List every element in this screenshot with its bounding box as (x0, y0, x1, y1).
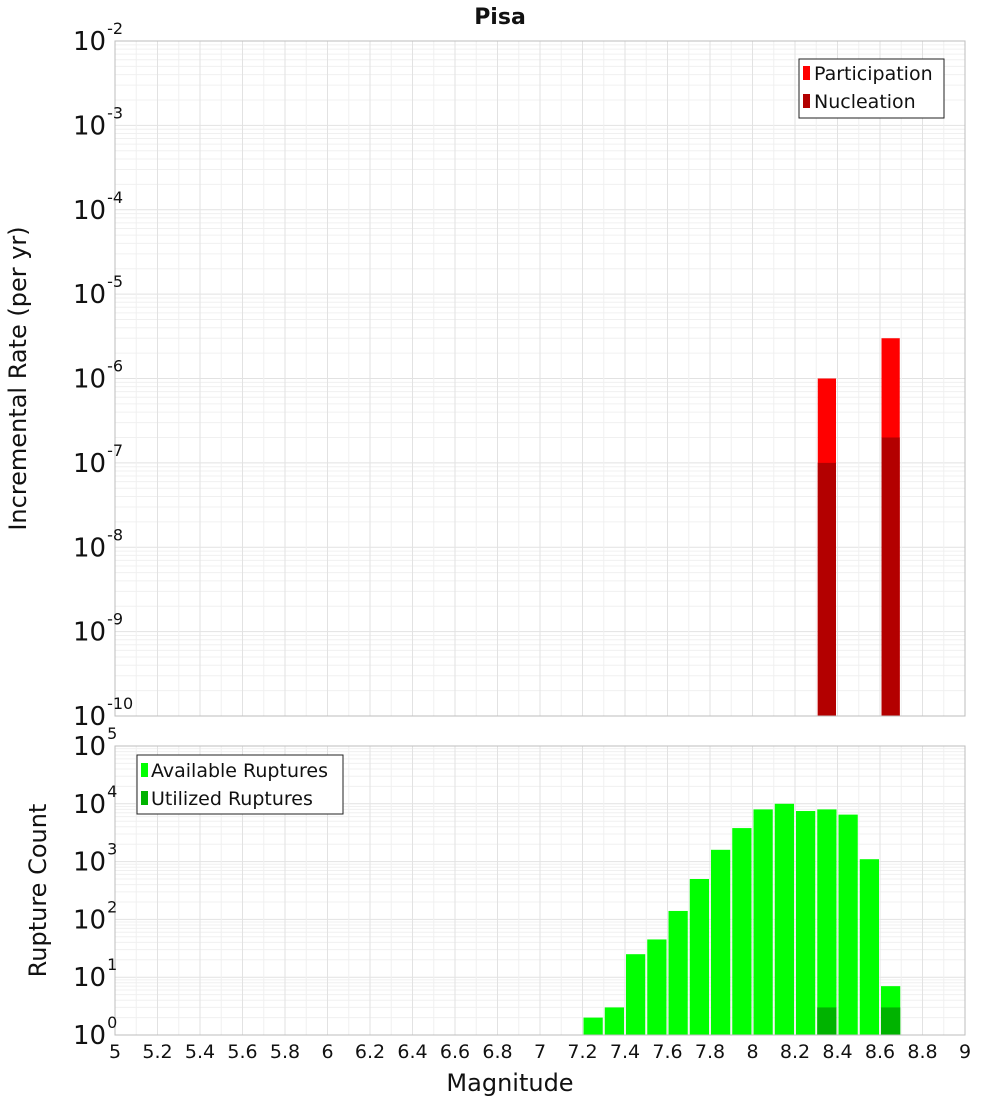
x-tick-label: 7.2 (567, 1041, 598, 1063)
x-tick-label: 7.6 (652, 1041, 683, 1063)
y-tick-exponent: -4 (107, 187, 124, 207)
bar-available-ruptures (690, 879, 709, 1035)
x-tick-label: 6.8 (482, 1041, 513, 1063)
y-tick-exponent: -2 (107, 19, 124, 38)
y-tick-label: $10^{-7}$ (73, 440, 124, 479)
x-tick-label: 8.6 (864, 1041, 896, 1063)
x-tick-label: 9 (958, 1041, 972, 1063)
y-tick-exponent: -5 (107, 272, 124, 292)
y-tick-exponent: 1 (107, 955, 118, 975)
x-tick-label: 6.4 (397, 1041, 428, 1063)
y-tick-label: $10^{-4}$ (73, 187, 124, 226)
x-tick-label: 6 (321, 1041, 334, 1063)
bar-available-ruptures (732, 828, 751, 1035)
y-tick-label: $10^{-9}$ (73, 609, 124, 648)
bar-available-ruptures (669, 911, 688, 1035)
count-y-axis-label: Rupture Count (24, 803, 52, 978)
legend-label-utilized-ruptures: Utilized Ruptures (151, 788, 313, 810)
legend-swatch-participation (803, 66, 810, 80)
legend-label-nucleation: Nucleation (814, 91, 916, 113)
rate-legend (799, 59, 944, 118)
rate-grid (115, 41, 965, 716)
y-tick-label: $10^1$ (73, 955, 118, 994)
x-ticks (109, 1041, 971, 1063)
y-tick-exponent: -10 (107, 694, 134, 713)
bar-available-ruptures (817, 809, 836, 1035)
x-tick-label: 5.8 (269, 1041, 301, 1063)
x-tick-label: 6.6 (439, 1041, 471, 1063)
y-tick-label: $10^{-8}$ (73, 525, 124, 564)
y-tick-exponent: 0 (107, 1013, 118, 1032)
y-tick-exponent: 2 (107, 897, 118, 917)
bar-available-ruptures (584, 1018, 603, 1035)
y-tick-label: $10^{-5}$ (73, 272, 124, 311)
legend-swatch-utilized-ruptures (141, 791, 148, 805)
y-tick-label: $10^5$ (73, 724, 118, 762)
count-y-ticks (73, 724, 117, 1051)
bar-available-ruptures (839, 815, 858, 1035)
legend-label-available-ruptures: Available Ruptures (151, 760, 328, 782)
x-tick-label: 7 (533, 1041, 547, 1063)
bar-available-ruptures (647, 939, 666, 1035)
bar-available-ruptures (775, 804, 794, 1035)
x-tick-label: 5.6 (227, 1041, 258, 1063)
y-tick-label: $10^2$ (73, 897, 118, 936)
legend-swatch-available-ruptures (141, 763, 148, 777)
x-axis-label: Magnitude (446, 1069, 574, 1097)
y-tick-label: $10^{-10}$ (73, 694, 134, 732)
rate-y-axis-label: Incremental Rate (per yr) (4, 226, 32, 531)
y-tick-label: $10^4$ (73, 781, 118, 820)
x-tick-label: 5.4 (184, 1041, 216, 1063)
legend-label-participation: Participation (814, 63, 933, 85)
y-tick-label: $10^3$ (73, 839, 118, 878)
count-legend (137, 755, 343, 814)
y-tick-exponent: -8 (107, 525, 124, 545)
y-tick-label: $10^{-2}$ (73, 19, 124, 57)
x-tick-label: 8.2 (779, 1041, 811, 1063)
x-tick-label: 8.8 (907, 1041, 938, 1063)
bar-nucleation (882, 437, 900, 716)
bar-available-ruptures (626, 954, 645, 1035)
bar-available-ruptures (711, 850, 730, 1035)
bar-available-ruptures (796, 811, 815, 1035)
y-tick-exponent: 4 (107, 781, 118, 801)
rate-y-ticks (73, 19, 133, 732)
y-tick-label: $10^{-6}$ (73, 356, 124, 395)
x-tick-label: 8 (746, 1041, 759, 1063)
chart-title: Pisa (474, 5, 526, 30)
y-tick-exponent: -9 (107, 609, 124, 629)
x-tick-label: 7.8 (694, 1041, 726, 1063)
y-tick-exponent: -3 (107, 103, 124, 123)
rate-panel (4, 19, 965, 732)
bar-available-ruptures (754, 809, 773, 1035)
y-tick-exponent: -6 (107, 356, 124, 376)
y-tick-exponent: 3 (107, 839, 118, 859)
y-tick-label: $10^{-3}$ (73, 103, 124, 142)
bar-utilized-ruptures (817, 1007, 836, 1035)
legend-swatch-nucleation (803, 94, 810, 108)
x-tick-label: 5 (108, 1041, 122, 1063)
x-tick-label: 7.4 (609, 1041, 641, 1063)
bar-available-ruptures (860, 859, 879, 1035)
x-tick-label: 8.4 (822, 1041, 853, 1063)
bar-utilized-ruptures (881, 1007, 900, 1035)
bar-available-ruptures (605, 1007, 624, 1035)
x-tick-label: 6.2 (354, 1041, 386, 1063)
y-tick-exponent: 5 (107, 724, 118, 743)
count-panel (24, 724, 971, 1097)
y-tick-label: $10^0$ (73, 1013, 118, 1051)
y-tick-exponent: -7 (107, 440, 124, 460)
bar-nucleation (818, 463, 836, 716)
x-tick-label: 5.2 (142, 1041, 173, 1063)
